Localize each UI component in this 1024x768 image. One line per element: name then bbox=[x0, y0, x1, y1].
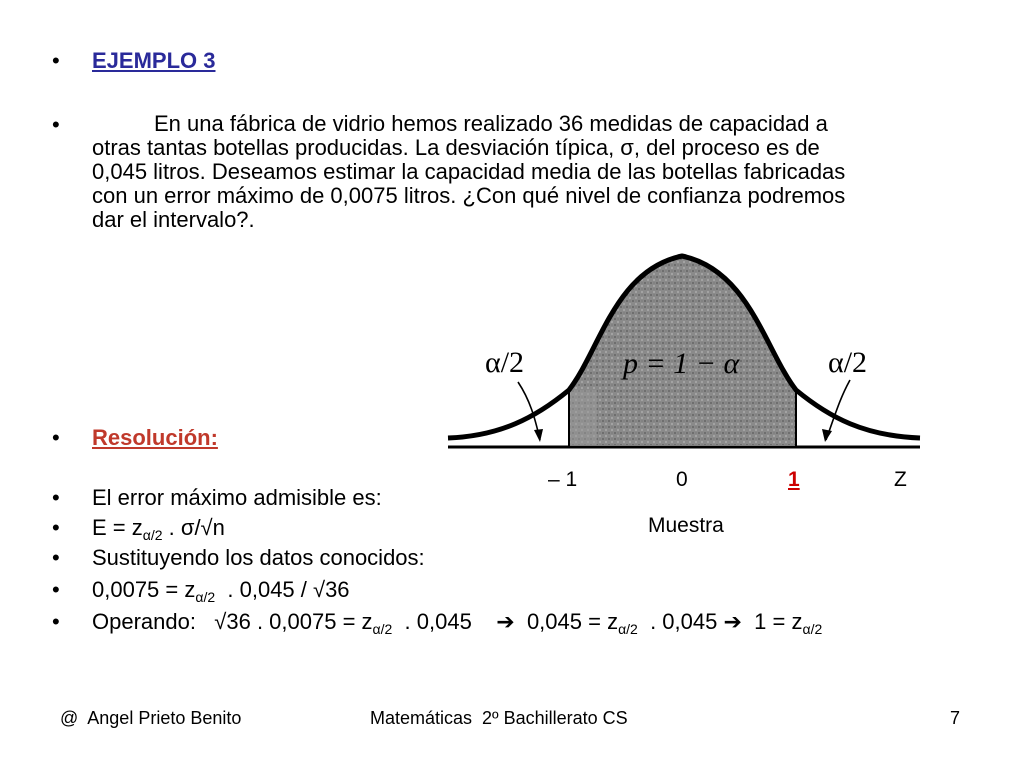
right-tail-label: α/2 bbox=[828, 346, 868, 379]
substitute-text: Sustituyendo los datos conocidos: bbox=[92, 545, 425, 570]
tick-label: 0 bbox=[676, 468, 688, 491]
right-arrowhead-icon bbox=[822, 429, 832, 442]
footer-page-number: 7 bbox=[950, 708, 961, 728]
figure-caption: Muestra bbox=[648, 514, 724, 537]
tick-label: – 1 bbox=[548, 468, 578, 491]
error-text: El error máximo admisible es: bbox=[92, 485, 382, 510]
problem-line: En una fábrica de vidrio hemos realizado 36 medidas de capacidad a bbox=[154, 111, 828, 136]
problem-line: dar el intervalo?. bbox=[92, 207, 255, 232]
bullet: • bbox=[52, 545, 60, 570]
operation-line: Operando: √36 . $0,0075 = z_{\alpha/2}$ . 0,045 ➔ $0,045 = z_{\alpha/2}$ . 0,045 ➔ $1 = z_{\alpha/2}$ bbox=[92, 609, 823, 637]
slide-title: EJEMPLO 3 bbox=[92, 48, 216, 73]
resolution-heading: Resolución: bbox=[92, 425, 218, 450]
bullet: • bbox=[52, 609, 60, 634]
normal-distribution-figure bbox=[440, 240, 930, 460]
substituted-formula: $0,0075 = z_{\alpha/2}$ . 0,045 / √36 bbox=[92, 577, 350, 605]
problem-statement bbox=[92, 112, 982, 232]
left-tail-label: α/2 bbox=[485, 346, 525, 379]
bullet: • bbox=[52, 515, 60, 540]
arrow-right-icon: ➔ bbox=[496, 609, 515, 634]
center-probability-label: p = 1 − α bbox=[623, 347, 740, 380]
left-arrowhead-icon bbox=[534, 429, 543, 442]
bullet: • bbox=[52, 425, 60, 450]
bullet: • bbox=[52, 577, 60, 602]
tick-label-highlight: 1 bbox=[788, 468, 800, 491]
problem-line: 0,045 litros. Deseamos estimar la capacidad media de las botellas fabricadas bbox=[92, 159, 846, 184]
footer-author: @ Angel Prieto Benito bbox=[60, 708, 242, 728]
tick-label: Z bbox=[894, 468, 907, 491]
bullet: • bbox=[52, 485, 60, 510]
error-formula: $E = z_{\alpha/2}$ . σ/√n bbox=[92, 515, 225, 543]
arrow-right-icon: ➔ bbox=[723, 609, 742, 634]
problem-line: con un error máximo de 0,0075 litros. ¿Con qué nivel de confianza podremos bbox=[92, 183, 846, 208]
bullet: • bbox=[52, 48, 60, 73]
bullet: • bbox=[52, 112, 60, 137]
footer-course: Matemáticas 2º Bachillerato CS bbox=[370, 708, 628, 728]
problem-line: otras tantas botellas producidas. La desviación típica, σ, del proceso es de bbox=[92, 135, 820, 160]
